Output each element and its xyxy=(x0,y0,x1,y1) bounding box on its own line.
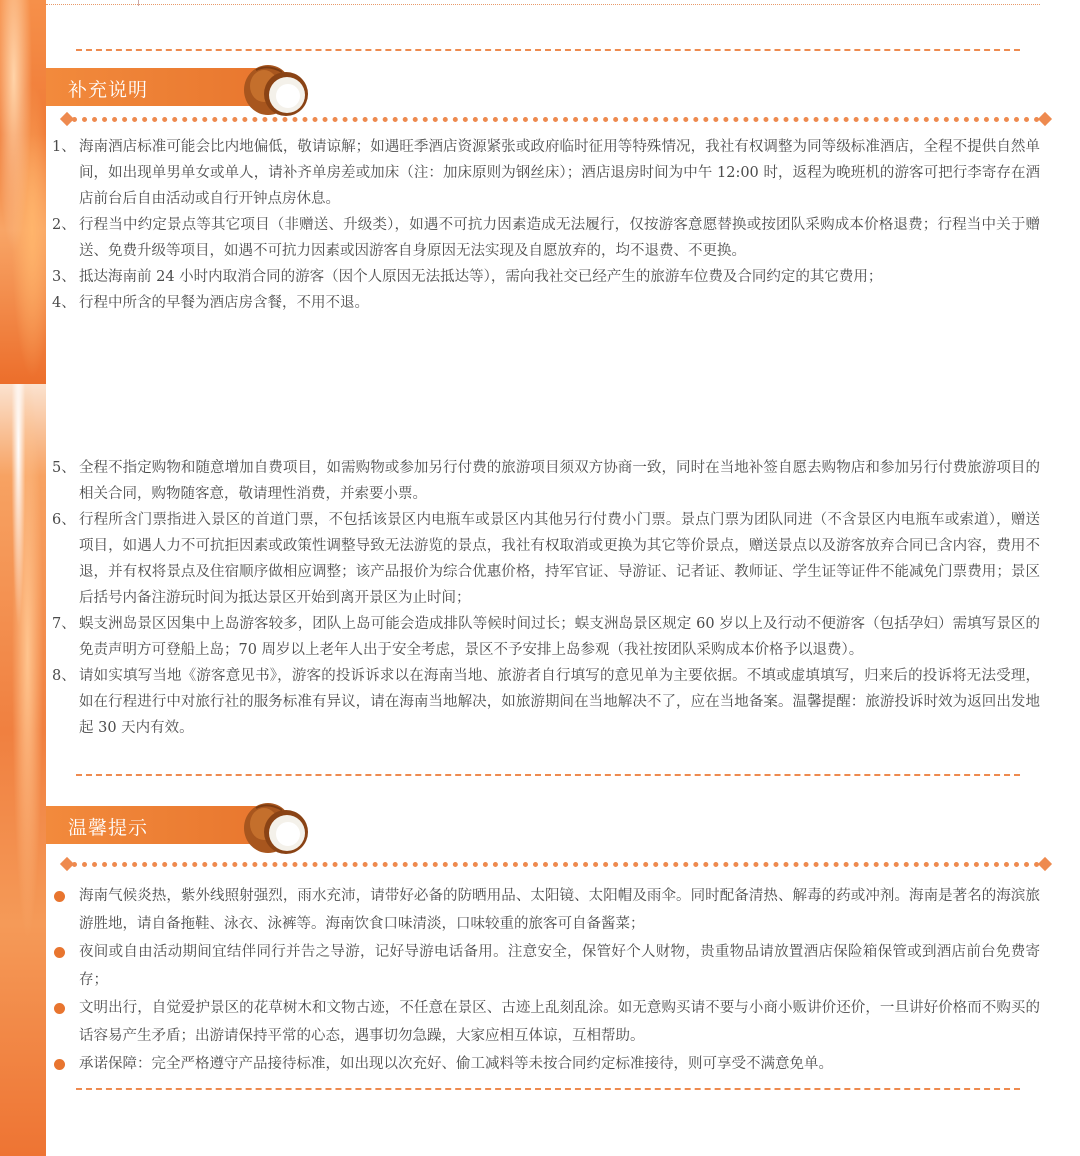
tips-list xyxy=(52,882,1040,1078)
list-item: 3、 抵达海南前 24 小时内取消合同的游客（因个人原因无法抵达等），需向我社交已经产生的旅游车位费及合同约定的其它费用； xyxy=(52,269,883,285)
bullet-icon xyxy=(54,1059,65,1070)
diamond-icon xyxy=(1038,857,1052,871)
section-title: 温馨提示 xyxy=(68,817,149,839)
dashed-divider xyxy=(76,1088,1020,1090)
list-item: 文明出行，自觉爱护景区的花草树木和文物古迹，不任意在景区、古迹上乱刻乱涂。如无意购买请不要与小商小贩讲价还价，一旦讲好价格而不购买的话容易产生矛盾；出游请保持平常的心态，遇事切勿急躁，大家应相互体谅，互相帮助。 xyxy=(52,994,1040,1050)
supplement-list-b xyxy=(52,455,1040,741)
list-item: 6、 行程所含门票指进入景区的首道门票，不包括该景区内电瓶车或景区内其他另行付费小门票。景点门票为团队同进（不含景区内电瓶车或索道），赠送项目，如遇人力不可抗拒因素或政策性调整导致无法游览的景点，我社有权取消或更换为其它等价景点，赠送景点以及游客放弃合同已含内容，费用不退，并有权将景点及住宿顺序做相应调整；该产品报价为综合优惠价格，持军官证、导游证、记者证、教师证、学生证等证件不能减免门票费用；景区后括号内备注游玩时间为抵达景区开始到离开景区为止时间； xyxy=(52,512,1040,606)
list-item: 5、 全程不指定购物和随意增加自费项目，如需购物或参加另行付费的旅游项目须双方协商一致，同时在当地补签自愿去购物店和参加另行付费旅游项目的相关合同，购物随客意，敬请理性消费，并索要小票。 xyxy=(52,460,1040,502)
dashed-divider xyxy=(76,774,1020,776)
coconut-icon xyxy=(242,796,314,856)
diamond-icon xyxy=(1038,112,1052,126)
list-item: 7、 蜈支洲岛景区因集中上岛游客较多，团队上岛可能会造成排队等候时间过长；蜈支洲岛景区规定 60 岁以上及行动不便游客（包括孕妇）需填写景区的免责声明方可登船上岛；70 周岁以上老年人出于安全考虑，景区不予安排上岛参观（我社按团队采购成本价格予以退费）。 xyxy=(52,616,1040,658)
list-item: 1、 海南酒店标准可能会比内地偏低，敬请谅解；如遇旺季酒店资源紧张或政府临时征用等特殊情况，我社有权调整为同等级标准酒店，全程不提供自然单间，如出现单男单女或单人，请补齐单房差或加床（注：加床原则为钢丝床）；酒店退房时间为中午 12:00 时，返程为晚班机的游客可把行李寄存在酒店前台后自由活动或自行开钟点房休息。 xyxy=(52,139,1040,207)
list-item: 4、 行程中所含的早餐为酒店房含餐，不用不退。 xyxy=(52,295,369,311)
list-item: 海南气候炎热，紫外线照射强烈，雨水充沛，请带好必备的防晒用品、太阳镜、太阳帽及雨伞。同时配备清热、解毒的药或冲剂。海南是著名的海滨旅游胜地，请自备拖鞋、泳衣、泳裤等。海南饮食口味清淡，口味较重的旅客可自备酱菜； xyxy=(52,882,1040,938)
top-rule xyxy=(46,4,1040,5)
bullet-icon xyxy=(54,1003,65,1014)
decorative-stripe-bottom xyxy=(0,384,46,1156)
bullet-icon xyxy=(54,891,65,902)
top-tick xyxy=(138,0,139,6)
list-item: 2、 行程当中约定景点等其它项目（非赠送、升级类），如遇不可抗力因素造成无法履行，仅按游客意愿替换或按团队采购成本价格退费；行程当中关于赠送、免费升级等项目，如遇不可抗力因素或因游客自身原因无法实现及自愿放弃的，均不退费、不更换。 xyxy=(52,217,1040,259)
supplement-list-a xyxy=(52,134,1040,316)
list-item: 夜间或自由活动期间宜结伴同行并告之导游，记好导游电话备用。注意安全，保管好个人财物，贵重物品请放置酒店保险箱保管或到酒店前台免费寄存； xyxy=(52,938,1040,994)
decorative-stripe-top xyxy=(0,0,46,384)
list-item: 承诺保障：完全严格遵守产品接待标准，如出现以次充好、偷工减料等未按合同约定标准接待，则可享受不满意免单。 xyxy=(52,1050,1040,1078)
dashed-divider xyxy=(76,49,1020,51)
tips-header xyxy=(46,796,316,856)
section-title: 补充说明 xyxy=(68,79,149,101)
dotted-divider xyxy=(62,113,1050,127)
list-item: 8、 请如实填写当地《游客意见书》，游客的投诉诉求以在海南当地、旅游者自行填写的意见单为主要依据。不填或虚填填写，归来后的投诉将无法受理，如在行程进行中对旅行社的服务标准有异议，请在海南当地解决，如旅游期间在当地解决不了，应在当地备案。温馨提醒：旅游投诉时效为返回出发地起 30 天内有效。 xyxy=(52,668,1040,736)
supplement-header xyxy=(46,58,316,118)
coconut-icon xyxy=(242,58,314,118)
dotted-divider xyxy=(62,858,1050,872)
bullet-icon xyxy=(54,947,65,958)
